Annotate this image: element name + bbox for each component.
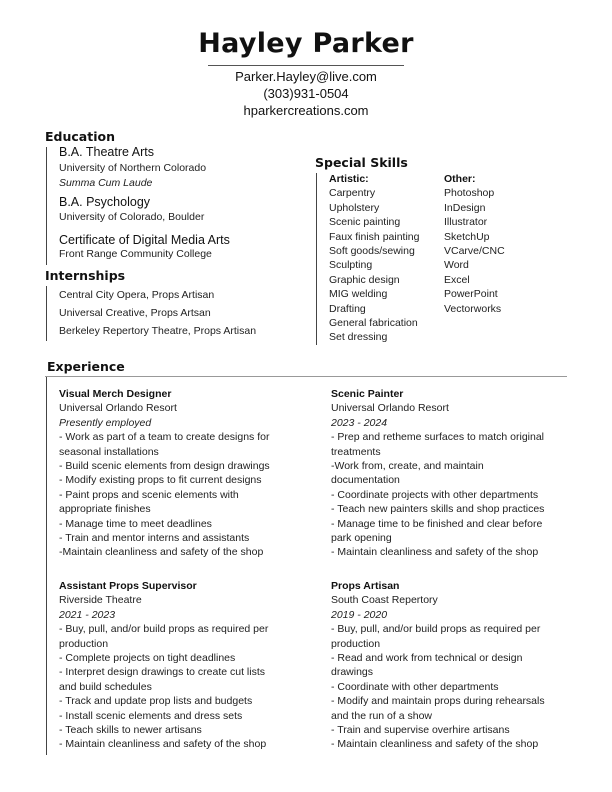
education-school-2: University of Colorado, Boulder (59, 211, 205, 223)
job-line: and the run of a show (331, 709, 432, 722)
job-line: treatments (331, 445, 381, 458)
job-dates: Presently employed (59, 416, 152, 429)
education-degree-2: B.A. Psychology (59, 195, 151, 209)
job-line: - Read and work from technical or design (331, 652, 523, 665)
job-line: - Train and mentor interns and assistants (59, 532, 250, 545)
skill-item: Scenic painting (329, 216, 401, 229)
job-dates: 2023 - 2024 (331, 416, 388, 429)
job-line: seasonal installations (59, 445, 159, 458)
job-line: documentation (331, 474, 400, 487)
skill-item: Set dressing (329, 331, 388, 344)
contact-email: Parker.Hayley@live.com (235, 69, 377, 84)
job-line: - Prep and retheme surfaces to match original (331, 431, 545, 444)
skill-item: Illustrator (444, 216, 488, 229)
job-line: - Teach skills to newer artisans (59, 724, 202, 737)
skill-item: Carpentry (329, 187, 376, 200)
job-line: - Interpret design drawings to create cut lists (59, 666, 266, 679)
job-line: -Maintain cleanliness and safety of the shop (59, 546, 264, 559)
skill-item: Graphic design (329, 273, 400, 286)
skill-item: Soft goods/sewing (329, 245, 415, 258)
skills-heading: Special Skills (315, 155, 408, 170)
job-line: - Manage time to meet deadlines (59, 517, 212, 530)
job-line: - Modify and maintain props during rehearsals (331, 695, 545, 708)
internship-item-2: Universal Creative, Props Artsan (59, 307, 211, 319)
job-line: -Work from, create, and maintain (331, 460, 484, 473)
education-school-1: University of Northern Colorado (59, 162, 207, 174)
job-assistant-props-supervisor (59, 579, 304, 752)
job-title: Props Artisan (331, 580, 400, 592)
skill-item: Upholstery (329, 201, 380, 214)
job-line: - Build scenic elements from design drawings (59, 460, 270, 473)
name-underline (208, 65, 404, 66)
job-company: Universal Orlando Resort (331, 402, 449, 415)
job-line: production (331, 637, 381, 650)
job-visual-merch-designer (59, 387, 304, 560)
skills-other-heading: Other: (444, 173, 476, 185)
job-line: - Train and supervise overhire artisans (331, 724, 510, 737)
skill-item: InDesign (444, 201, 486, 214)
job-line: - Paint props and scenic elements with (59, 488, 239, 501)
job-line: park opening (331, 532, 392, 545)
job-line: - Coordinate with other departments (331, 680, 499, 693)
job-line: - Coordinate projects with other departments (331, 488, 539, 501)
job-line: production (59, 637, 109, 650)
education-school-3: Front Range Community College (59, 248, 212, 260)
skills-artistic-heading: Artistic: (329, 173, 369, 185)
skill-item: Faux finish painting (329, 230, 420, 243)
skill-item: MIG welding (329, 288, 388, 301)
skills-rule (316, 173, 317, 345)
job-line: - Work as part of a team to create designs for (59, 431, 270, 444)
job-dates: 2021 - 2023 (59, 608, 116, 621)
internships-rule (46, 286, 47, 341)
job-title: Assistant Props Supervisor (59, 580, 197, 592)
job-company: Riverside Theatre (59, 594, 142, 607)
skills-other-column (444, 172, 505, 316)
education-degree-1: B.A. Theatre Arts (59, 145, 154, 159)
job-props-artisan (331, 579, 576, 752)
internship-item-1: Central City Opera, Props Artisan (59, 289, 215, 301)
contact-phone: (303)931-0504 (263, 86, 349, 101)
education-degree-3: Certificate of Digital Media Arts (59, 233, 230, 247)
job-line: - Buy, pull, and/or build props as required per (59, 623, 269, 636)
job-line: - Maintain cleanliness and safety of the shop (331, 546, 539, 559)
job-line: - Buy, pull, and/or build props as required per (331, 623, 541, 636)
job-line: - Maintain cleanliness and safety of the shop (331, 738, 539, 751)
job-line: - Manage time to be finished and clear before (331, 517, 543, 530)
job-line: - Modify existing props to fit current designs (59, 474, 262, 487)
job-company: South Coast Repertory (331, 594, 438, 607)
job-line: and build schedules (59, 680, 152, 693)
job-scenic-painter (331, 387, 576, 560)
skills-artistic-column (329, 172, 419, 345)
job-line: - Teach new painters skills and shop practices (331, 503, 545, 516)
job-company: Universal Orlando Resort (59, 402, 177, 415)
job-title: Visual Merch Designer (59, 388, 172, 400)
skill-item: Excel (444, 273, 470, 286)
resume-name: Hayley Parker (198, 28, 414, 59)
skill-item: SketchUp (444, 230, 490, 243)
education-heading: Education (45, 129, 115, 144)
job-dates: 2019 - 2020 (331, 608, 388, 621)
job-line: appropriate finishes (59, 503, 151, 516)
education-rule (46, 147, 47, 265)
contact-website: hparkercreations.com (243, 103, 369, 118)
job-line: - Track and update prop lists and budgets (59, 695, 253, 708)
job-line: drawings (331, 666, 374, 679)
job-title: Scenic Painter (331, 388, 404, 400)
internship-item-3: Berkeley Repertory Theatre, Props Artisan (59, 325, 257, 337)
skill-item: Vectorworks (444, 302, 502, 315)
job-line: - Install scenic elements and dress sets (59, 709, 243, 722)
education-honor-1: Summa Cum Laude (59, 177, 153, 189)
job-line: - Complete projects on tight deadlines (59, 652, 236, 665)
skill-item: PowerPoint (444, 288, 498, 301)
experience-rule (46, 377, 47, 755)
skill-item: VCarve/CNC (444, 245, 505, 258)
skill-item: General fabrication (329, 317, 418, 330)
internships-heading: Internships (45, 268, 126, 283)
skill-item: Word (444, 259, 469, 272)
skill-item: Sculpting (329, 259, 373, 272)
skill-item: Photoshop (444, 187, 495, 200)
experience-heading: Experience (47, 359, 125, 374)
skill-item: Drafting (329, 302, 366, 315)
experience-top-rule (45, 376, 567, 377)
job-line: - Maintain cleanliness and safety of the shop (59, 738, 267, 751)
